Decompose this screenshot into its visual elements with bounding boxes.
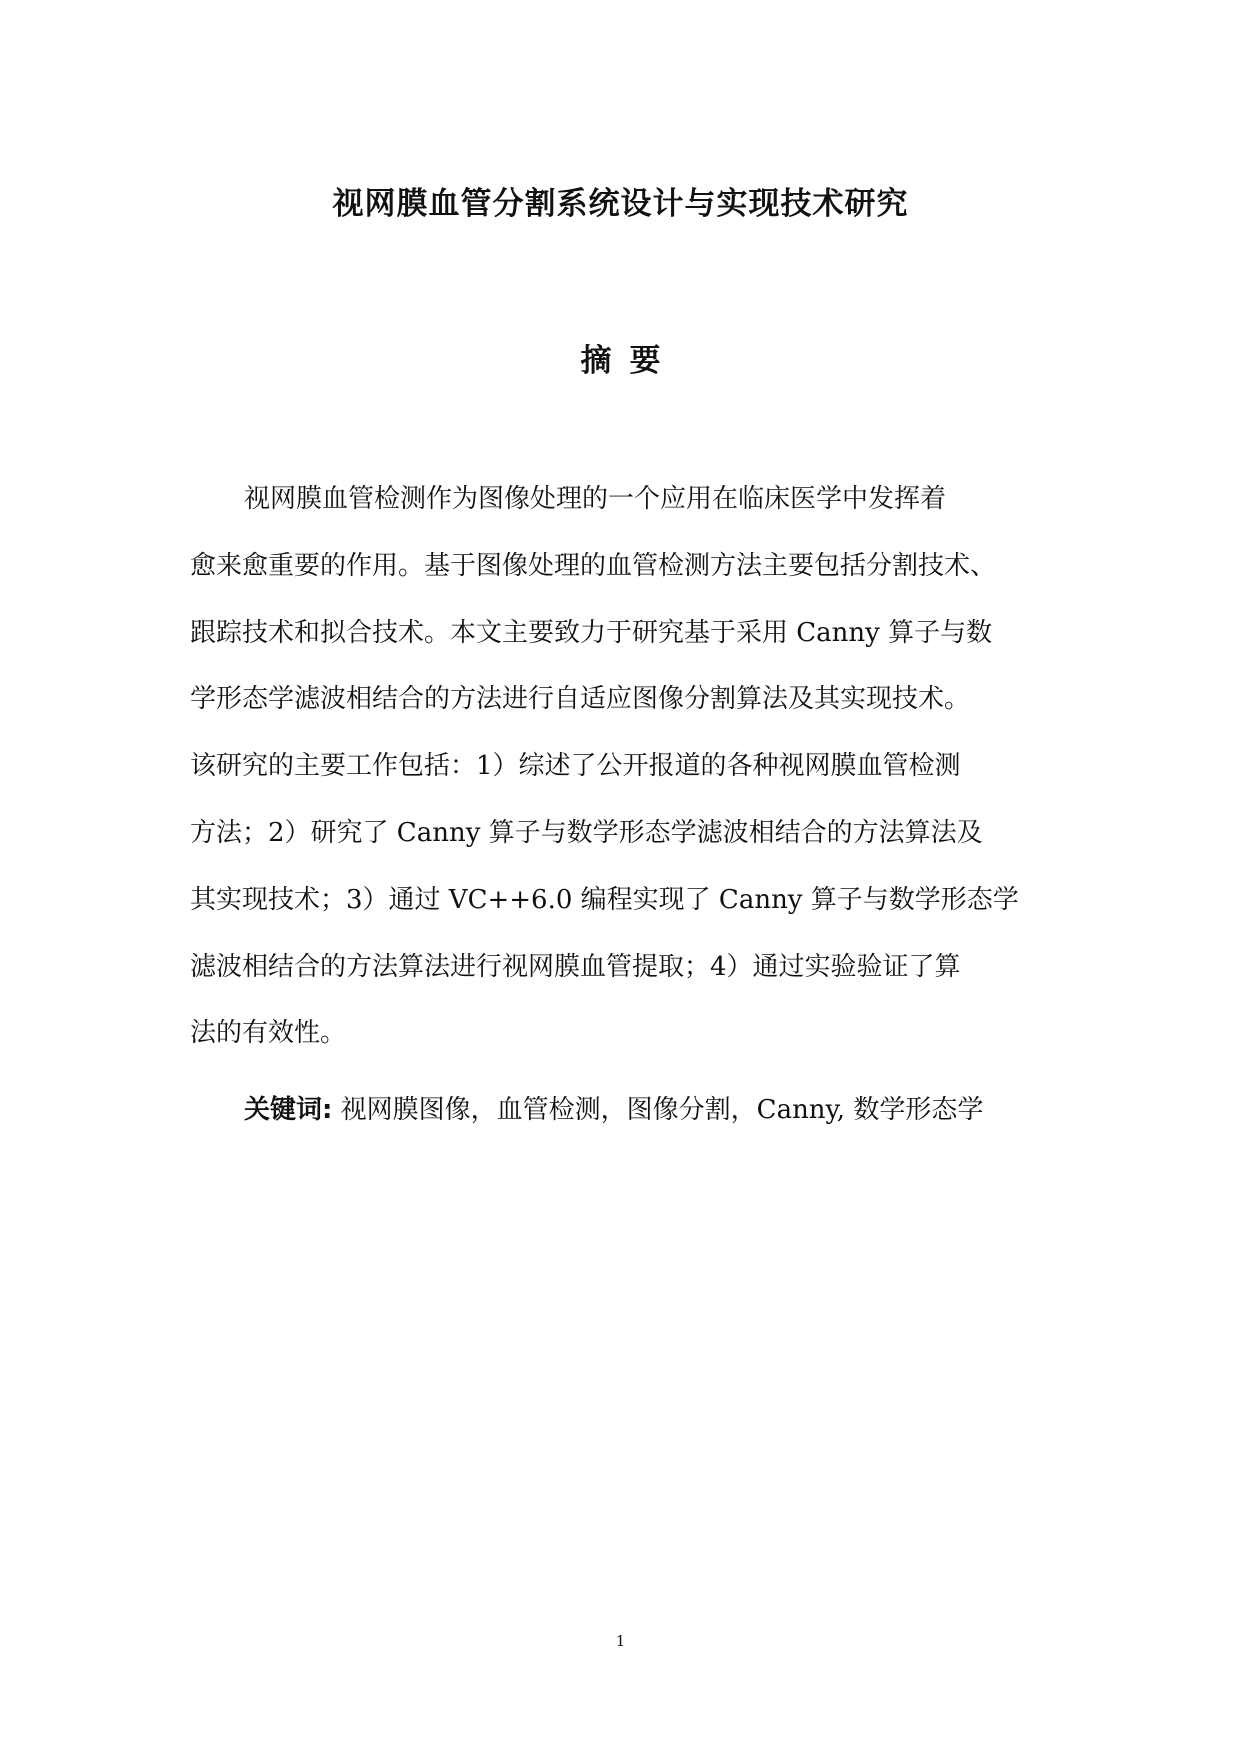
abstract-line: 该研究的主要工作包括：1）综述了公开报道的各种视网膜血管检测 (190, 751, 961, 782)
keywords-text: 视网膜图像，血管检测，图像分割，Canny, 数学形态学 (340, 1095, 984, 1125)
abstract-heading: 摘要 (580, 343, 679, 379)
abstract-line: 方法；2）研究了 Canny 算子与数学形态学滤波相结合的方法算法及 (190, 817, 983, 848)
page-number: 1 (615, 1632, 626, 1650)
abstract-line: 学形态学滤波相结合的方法进行自适应图像分割算法及其实现技术。 (190, 684, 971, 715)
abstract-line: 愈来愈重要的作用。基于图像处理的血管检测方法主要包括分割技术、 (190, 550, 997, 581)
abstract-line: 其实现技术；3）通过 VC++6.0 编程实现了 Canny 算子与数学形态学 (190, 884, 1019, 915)
keywords-line (244, 1089, 983, 1126)
abstract-line: 跟踪技术和拟合技术。本文主要致力于研究基于采用 Canny 算子与数 (190, 617, 993, 648)
keywords-label: 关键词: (244, 1095, 333, 1125)
abstract-line: 滤波相结合的方法算法进行视网膜血管提取；4）通过实验验证了算 (190, 951, 961, 982)
abstract-body (190, 466, 1060, 1067)
document-title: 视网膜血管分割系统设计与实现技术研究 (332, 186, 909, 222)
abstract-line: 视网膜血管检测作为图像处理的一个应用在临床医学中发挥着 (244, 484, 947, 514)
abstract-line: 法的有效性。 (190, 1018, 347, 1049)
